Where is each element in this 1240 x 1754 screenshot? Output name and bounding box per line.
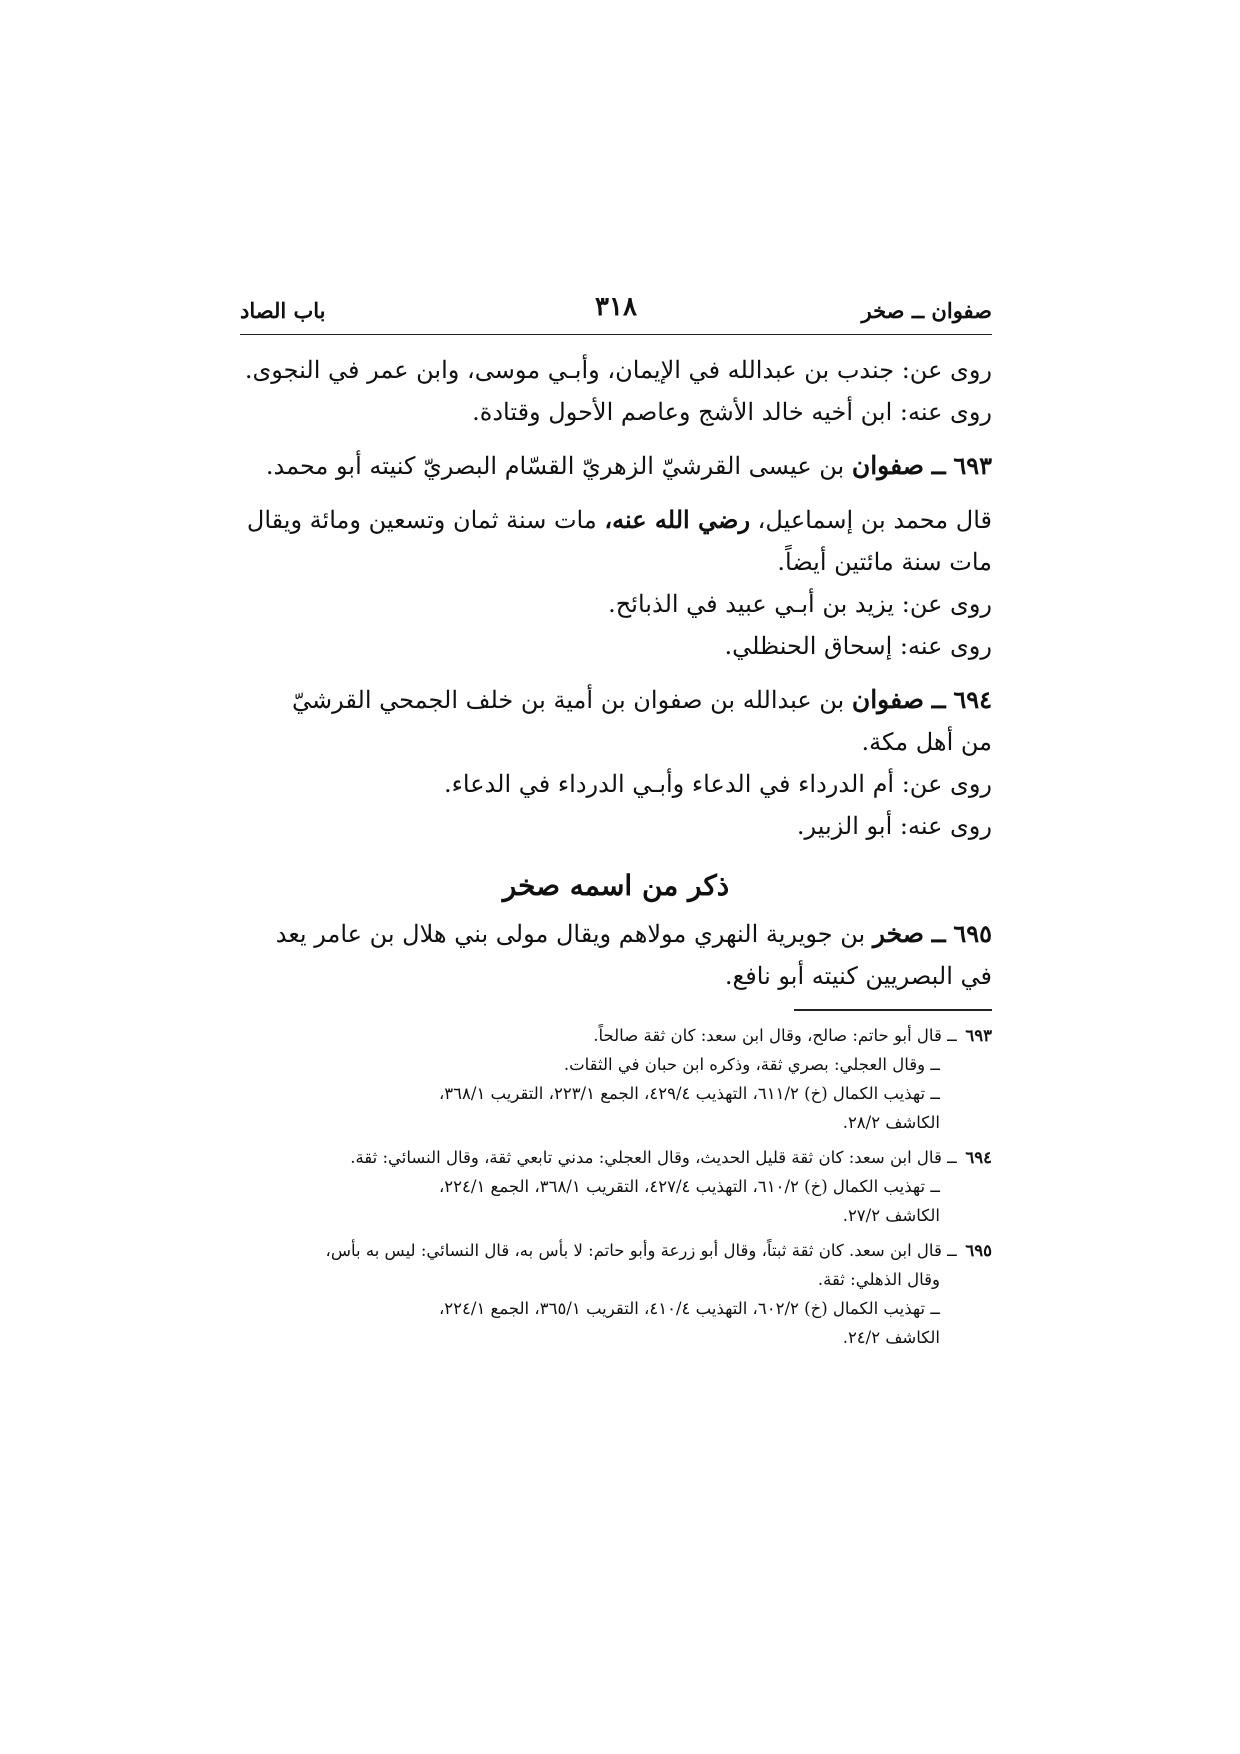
header-entry-range: صفوان ــ صخر <box>861 298 992 323</box>
header-chapter-title: باب الصاد <box>240 298 326 323</box>
footnote-number: ٦٩٤ <box>965 1148 992 1167</box>
entry-number: ٦٩٣ <box>953 451 992 480</box>
footnote-text: ــ تهذيب الكمال (خ) ٦١١/٢، التهذيب ٤٢٩/٤، الجمع ٢٢٣/١، التقريب ٣٦٨/١، <box>438 1084 940 1103</box>
text-line <box>240 499 992 541</box>
main-text <box>240 349 992 997</box>
footnote-text: ــ قال ابن سعد. كان ثقة ثبتاً، وقال أبو زرعة وأبو حاتم: لا بأس به، قال النسائي: ليس به بأس، <box>325 1241 957 1260</box>
text-line: مات سنة مائتين أيضاً. <box>777 548 992 576</box>
entry-693 <box>240 445 992 487</box>
entry-dash: ــ <box>931 685 946 714</box>
entry-number: ٦٩٤ <box>953 685 992 714</box>
entry-text: بن عيسى القرشيّ الزهريّ القسّام البصريّ كنيته أبو محمد. <box>265 452 845 480</box>
footnote-693 <box>240 1021 992 1137</box>
book-page <box>240 290 992 1358</box>
text-line: روى عنه: أبو الزبير. <box>796 812 992 840</box>
section-heading: ذكر من اسمه صخر <box>502 869 730 902</box>
text-line: روى عنه: إسحاق الحنظلي. <box>724 632 992 660</box>
entry-695 <box>240 913 992 955</box>
entry-name: صفوان <box>851 451 924 480</box>
text-line: روى عن: جندب بن عبدالله في الإيمان، وأبـي موسى، وابن عمر في النجوى. <box>244 356 992 384</box>
text-line: روى عن: أم الدرداء في الدعاء وأبـي الدرداء في الدعاء. <box>444 770 992 798</box>
footnote-695 <box>240 1236 992 1352</box>
entry-name: صفوان <box>851 685 924 714</box>
page-number: ٣١٨ <box>595 292 637 322</box>
text-segment-bold: رضي الله عنه، <box>604 505 751 534</box>
text-line: روى عن: يزيد بن أبـي عبيد في الذبائح. <box>608 590 992 618</box>
footnote-text: وقال الذهلي: ثقة. <box>817 1270 940 1289</box>
footnote-text: ــ وقال العجلي: بصري ثقة، وذكره ابن حبان في الثقات. <box>563 1055 940 1074</box>
entry-number: ٦٩٥ <box>953 919 992 948</box>
entry-dash: ــ <box>931 919 946 948</box>
footnote-text: ــ تهذيب الكمال (خ) ٦٠٢/٢، التهذيب ٤١٠/٤، التقريب ٣٦٥/١، الجمع ٢٢٤/١، <box>438 1299 940 1318</box>
entry-name: صخر <box>872 919 924 948</box>
entry-dash: ــ <box>931 451 946 480</box>
text-segment: قال محمد بن إسماعيل، <box>757 506 992 534</box>
footnote-text: ــ تهذيب الكمال (خ) ٦١٠/٢، التهذيب ٤٢٧/٤، التقريب ٣٦٨/١، الجمع ٢٢٤/١، <box>438 1177 940 1196</box>
running-header <box>240 290 992 335</box>
footnote-text: الكاشف ٢٧/٢. <box>842 1206 940 1225</box>
text-segment: مات سنة ثمان وتسعين ومائة ويقال <box>246 506 597 534</box>
footnote-text: ــ قال أبو حاتم: صالح، وقال ابن سعد: كان ثقة صالحاً. <box>593 1026 957 1045</box>
entry-694 <box>240 679 992 721</box>
text-line: روى عنه: ابن أخيه خالد الأشج وعاصم الأحول وقتادة. <box>472 398 992 426</box>
footnote-separator <box>794 1009 992 1011</box>
footnote-text: الكاشف ٢٤/٢. <box>842 1328 940 1347</box>
footnote-text: الكاشف ٢٨/٢. <box>842 1113 940 1132</box>
footnote-text: ــ قال ابن سعد: كان ثقة قليل الحديث، وقال العجلي: مدني تابعي ثقة، وقال النسائي: ثقة. <box>350 1148 957 1167</box>
text-line: من أهل مكة. <box>861 728 992 756</box>
text-line: في البصريين كنيته أبو نافع. <box>724 962 992 990</box>
footnote-number: ٦٩٣ <box>965 1026 992 1045</box>
entry-text: بن عبدالله بن صفوان بن أمية بن خلف الجمحي القرشيّ <box>292 686 845 714</box>
footnotes <box>240 1021 992 1352</box>
footnote-number: ٦٩٥ <box>965 1241 992 1260</box>
footnote-694 <box>240 1143 992 1230</box>
entry-text: بن جويرية النهري مولاهم ويقال مولى بني هلال بن عامر يعد <box>275 920 866 948</box>
